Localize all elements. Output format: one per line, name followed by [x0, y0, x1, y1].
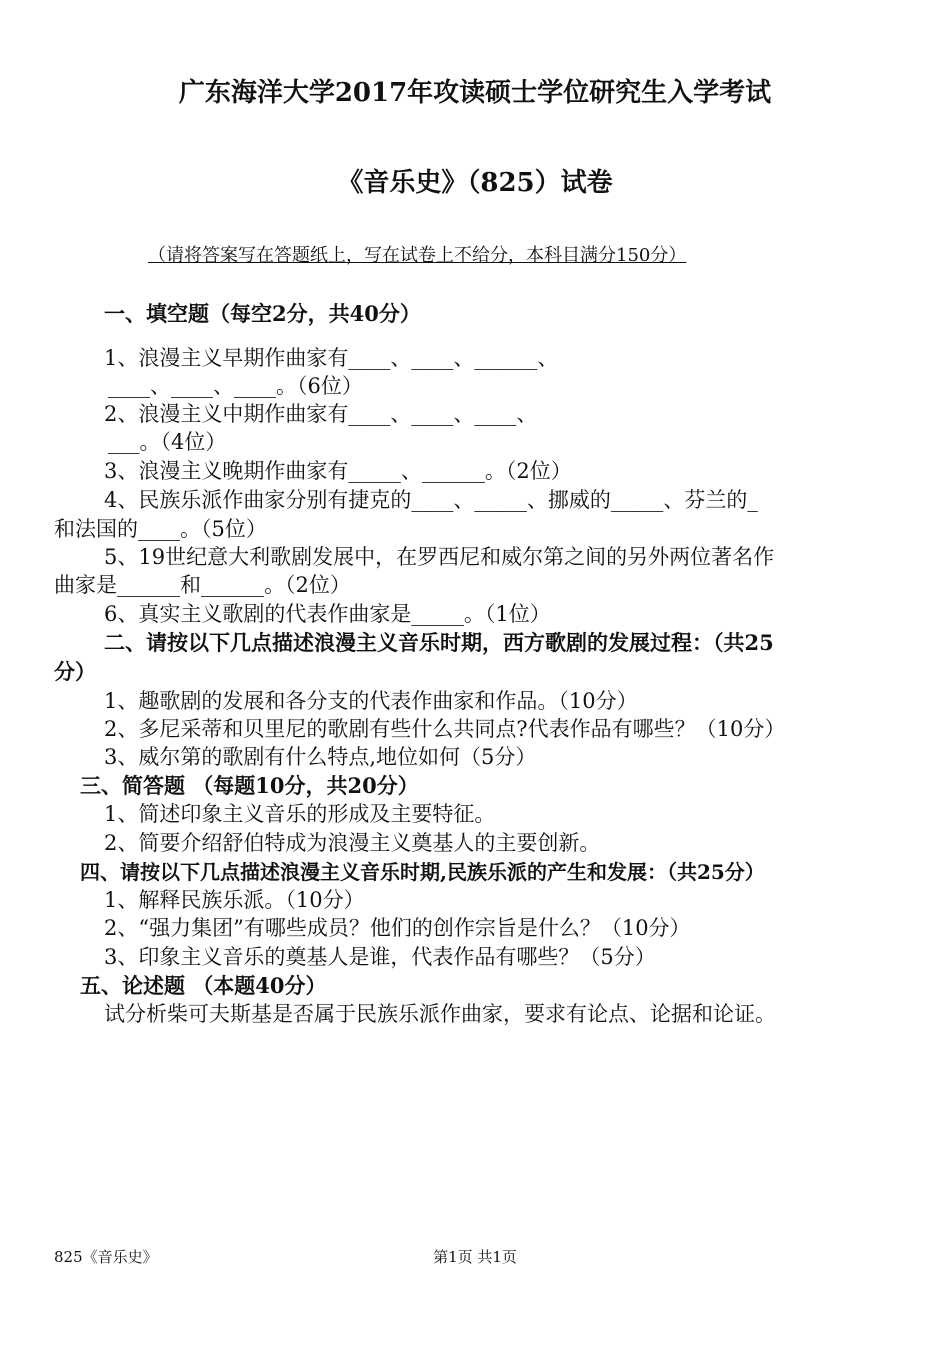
s4-line-3: 3、印象主义音乐的奠基人是谁，代表作品有哪些？（5分） [104, 945, 656, 969]
exam-instruction-note: （请将答案写在答题纸上，写在试卷上不给分，本科目满分150分） [148, 245, 687, 266]
s2-line-1: 1、趣歌剧的发展和各分支的代表作曲家和作品。（10分） [104, 689, 638, 713]
s1-line-7: 和法国的____。（5位） [54, 517, 267, 541]
section-2-heading: 二、请按以下几点描述浪漫主义音乐时期，西方歌剧的发展过程：（共25 [104, 630, 774, 655]
section-1-heading: 一、填空题（每空2分，共40分） [104, 301, 421, 326]
s4-line-1: 1、解释民族乐派。（10分） [104, 888, 365, 912]
section-3-heading: 三、简答题 （每题10分，共20分） [80, 773, 419, 798]
s2-line-2: 2、多尼采蒂和贝里尼的歌剧有些什么共同点?代表作品有哪些？（10分） [104, 717, 786, 741]
s1-line-8: 5、19世纪意大利歌剧发展中，在罗西尼和威尔第之间的另外两位著名作 [104, 545, 775, 569]
s5-line-1: 试分析柴可夫斯基是否属于民族乐派作曲家，要求有论点、论据和论证。 [104, 1002, 776, 1026]
section-5-heading: 五、论述题 （本题40分） [80, 973, 327, 998]
s1-line-1: 1、浪漫主义早期作曲家有____、____、______、 [104, 346, 559, 370]
footer-course: 825《音乐史》 [54, 1248, 158, 1266]
s1-line-2: ____、____、____。（6位） [108, 374, 363, 398]
s1-line-6: 4、民族乐派作曲家分别有捷克的____、_____、挪威的_____、芬兰的_ [104, 488, 758, 512]
s1-line-4: ___。（4位） [108, 430, 227, 454]
section-4-heading: 四、请按以下几点描述浪漫主义音乐时期,民族乐派的产生和发展：（共25分） [80, 860, 765, 884]
section-2-heading-cont: 分） [54, 659, 96, 684]
exam-title: 广东海洋大学2017年攻读硕士学位研究生入学考试 [178, 78, 772, 108]
footer-page-number: 第1页 共1页 [433, 1248, 517, 1266]
s3-line-2: 2、简要介绍舒伯特成为浪漫主义奠基人的主要创新。 [104, 831, 601, 855]
s1-line-10: 6、真实主义歌剧的代表作曲家是_____。（1位） [104, 602, 551, 626]
s4-line-2: 2、“强力集团”有哪些成员？他们的创作宗旨是什么？（10分） [104, 916, 691, 940]
s1-line-5: 3、浪漫主义晚期作曲家有_____、______。（2位） [104, 459, 572, 483]
exam-subtitle: 《音乐史》（825）试卷 [337, 168, 613, 198]
s2-line-3: 3、威尔第的歌剧有什么特点,地位如何（5分） [104, 745, 537, 769]
s1-line-9: 曲家是______和______。（2位） [54, 573, 351, 597]
s1-line-3: 2、浪漫主义中期作曲家有____、____、____、 [104, 402, 538, 426]
s3-line-1: 1、简述印象主义音乐的形成及主要特征。 [104, 802, 496, 826]
